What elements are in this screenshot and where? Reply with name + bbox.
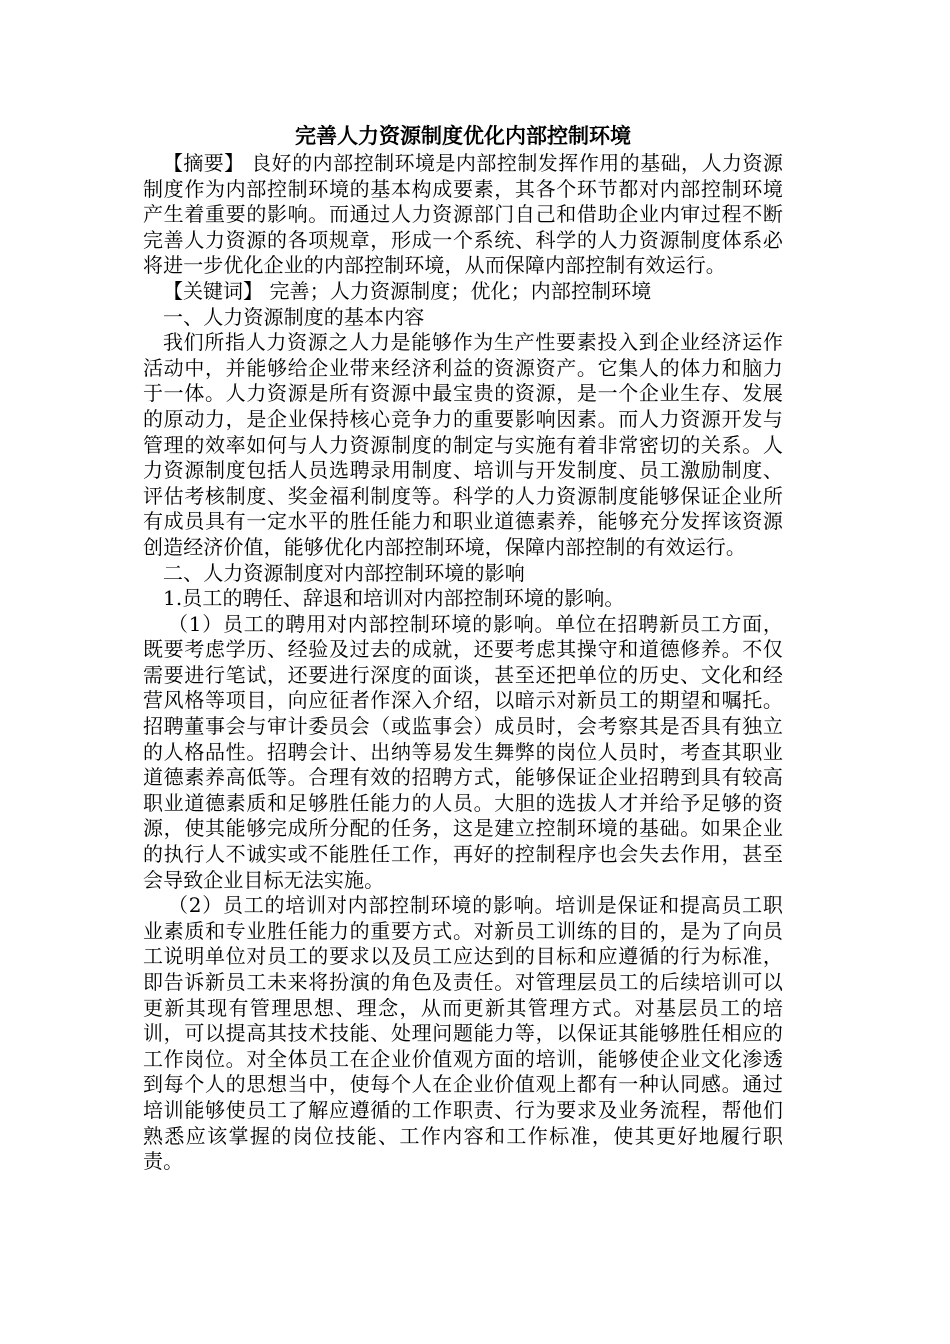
section-heading-2: 二、人力资源制度对内部控制环境的影响 [163, 560, 525, 585]
keywords-paragraph [143, 279, 783, 305]
item1-paragraph: （1）员工的聘用对内部控制环境的影响。单位在招聘新员工方面，既要考虑学历、经验及过去的成就，还要考虑其操守和道德修养。不仅需要进行笔试，还要进行深度的面谈，甚至还把单位的历史、文化和经营风格等项目，向应征者作深入介绍，以暗示对新员工的期望和嘱托。招聘董事会与审计委员会（或监事会）成员时，会考察其是否具有独立的人格品性。招聘会计、出纳等易发生舞弊的岗位人员时，考查其职业道德素养高低等。合理有效的招聘方式，能够保证企业招聘到具有较高职业道德素质和足够胜任能力的人员。大胆的选拔人才并给予足够的资源，使其能够完成所分配的任务，这是建立控制环境的基础。如果企业的执行人不诚实或不能胜任工作，再好的控制程序也会失去作用，甚至会导致企业目标无法实施。 [143, 611, 783, 892]
abstract-text: 良好的内部控制环境是内部控制发挥作用的基础，人力资源制度作为内部控制环境的基本构成要素，其各个环节都对内部控制环境产生着重要的影响。而通过人力资源部门自己和借助企业内审过程不断完善人力资源的各项规章，形成一个系统、科学的人力资源制度体系必将进一步优化企业的内部控制环境，从而保障内部控制有效运行。 [143, 151, 784, 278]
abstract-paragraph [143, 151, 783, 279]
keywords-text: 完善；人力资源制度；优化；内部控制环境 [263, 278, 652, 303]
abstract-label: 【摘要】 [163, 151, 245, 175]
document-page [143, 118, 783, 1175]
keywords-label: 【关键词】 [163, 278, 263, 303]
subsection-heading-1: 1.员工的聘任、辞退和培训对内部控制环境的影响。 [163, 586, 625, 611]
item2-paragraph: （2）员工的培训对内部控制环境的影响。培训是保证和提高员工职业素质和专业胜任能力的重要方式。对新员工训练的目的，是为了向员工说明单位对员工的要求以及员工应达到的目标和应遵循的行为标准，即告诉新员工未来将扮演的角色及责任。对管理层员工的后续培训可以更新其现有管理思想、理念，从而更新其管理方式。对基层员工的培训，可以提高其技术技能、处理问题能力等，以保证其能够胜任相应的工作岗位。对全体员工在企业价值观方面的培训，能够使企业文化渗透到每个人的思想当中，使每个人在企业价值观上都有一种认同感。通过培训能够使员工了解应遵循的工作职责、行为要求及业务流程，帮他们熟悉应该掌握的岗位技能、工作内容和工作标准，使其更好地履行职责。 [143, 893, 783, 1174]
section-heading-1: 一、人力资源制度的基本内容 [163, 304, 425, 329]
section1-paragraph: 我们所指人力资源之人力是能够作为生产性要素投入到企业经济运作活动中，并能够给企业带来经济利益的资源资产。它集人的体力和脑力于一体。人力资源是所有资源中最宝贵的资源，是一个企业生存、发展的原动力，是企业保持核心竞争力的重要影响因素。而人力资源开发与管理的效率如何与人力资源制度的制定与实施有着非常密切的关系。人力资源制度包括人员选聘录用制度、培训与开发制度、员工激励制度、评估考核制度、奖金福利制度等。科学的人力资源制度能够保证企业所有成员具有一定水平的胜任能力和职业道德素养，能够充分发挥该资源创造经济价值，能够优化内部控制环境，保障内部控制的有效运行。 [143, 330, 783, 559]
document-title: 完善人力资源制度优化内部控制环境 [295, 124, 631, 148]
